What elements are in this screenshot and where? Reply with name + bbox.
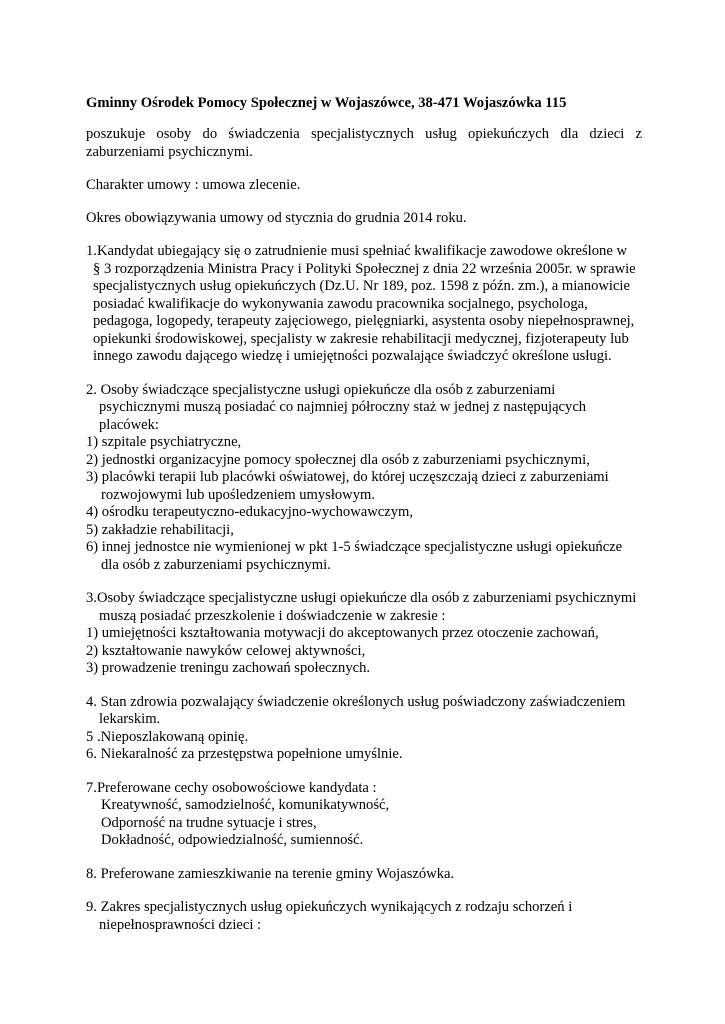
section-7-traits xyxy=(86,780,642,850)
section-line: lekarskim. xyxy=(99,711,161,727)
section-4-6-requirements xyxy=(86,694,642,764)
list-item-continuation: dla osób z zaburzeniami psychicznymi. xyxy=(101,556,331,573)
section-line: muszą posiadać przeszkolenie i doświadczenie w zakresie : xyxy=(99,607,446,624)
section-line: pedagoga, logopedy, terapeuty zajęciowego, pielęgniarki, asystenta osoby niepełnosprawnej, xyxy=(93,313,635,329)
section-1-qualifications xyxy=(86,243,642,366)
section-line: psychicznymi muszą posiadać co najmniej półroczny staż w jednej z następujących xyxy=(99,399,587,415)
section-line: 1.Kandydat ubiegający się o zatrudnienie musi spełniać kwalifikacje zawodowe określone w xyxy=(86,243,627,259)
section-line: placówek: xyxy=(99,416,159,433)
list-item: 3) prowadzenie treningu zachowań społecznych. xyxy=(86,660,371,676)
list-item: 5) zakładzie rehabilitacji, xyxy=(86,521,234,538)
trait-line: Dokładność, odpowiedzialność, sumienność. xyxy=(101,832,364,848)
section-3-training xyxy=(86,590,642,678)
section-line: 4. Stan zdrowia pozwalający świadczenie określonych usług poświadczony zaświadczeniem xyxy=(86,693,626,710)
contract-type: Charakter umowy : umowa zlecenie. xyxy=(86,177,301,193)
section-line: specjalistycznych usług opiekuńczych (Dz.U. Nr 189, poz. 1598 z późn. zm.), a mianowicie xyxy=(93,278,630,294)
list-item: 4) ośrodku terapeutyczno-edukacyjno-wychowawczym, xyxy=(86,504,414,520)
section-line: § 3 rozporządzenia Ministra Pracy i Polityki Społecznej z dnia 22 września 2005r. w sprawie xyxy=(93,260,636,277)
section-line: 9. Zakres specjalistycznych usług opiekuńczych wynikających z rodzaju schorzeń i xyxy=(86,899,573,915)
section-line: 5 .Nieposzlakowaną opinię. xyxy=(86,728,249,745)
section-line: innego zawodu dającego wiedzę i umiejętności pozwalające świadczyć określone usługi. xyxy=(93,348,612,364)
document-title: Gminny Ośrodek Pomocy Społecznej w Wojaszówce, 38-471 Wojaszówka 115 xyxy=(86,95,567,111)
list-item: 2) jednostki organizacyjne pomocy społecznej dla osób z zaburzeniami psychicznymi, xyxy=(86,451,590,468)
list-item: 6) innej jednostce nie wymienionej w pkt 1-5 świadczące specjalistyczne usługi opiekuńcze xyxy=(86,539,623,555)
section-line: 8. Preferowane zamieszkiwanie na terenie gminy Wojaszówka. xyxy=(86,865,455,882)
section-line: 3.Osoby świadczące specjalistyczne usługi opiekuńcze dla osób z zaburzeniami psychicznymi xyxy=(86,590,637,606)
list-item: 1) szpitale psychiatryczne, xyxy=(86,434,242,450)
intro-paragraph: poszukuje osoby do świadczenia specjalistycznych usług opiekuńczych dla dzieci z zaburzeniami psychicznymi. xyxy=(86,126,642,160)
document-page xyxy=(86,94,642,950)
section-line: niepełnosprawności dzieci : xyxy=(99,916,262,933)
trait-line: Odporność na trudne sytuacje i stres, xyxy=(101,814,317,831)
section-9-scope xyxy=(86,899,642,934)
section-line: 6. Niekaralność za przestępstwa popełnione umyślnie. xyxy=(86,746,403,762)
section-line: posiadać kwalifikacje do wykonywania zawodu pracownika socjalnego, psychologa, xyxy=(93,295,588,312)
list-item: 1) umiejętności kształtowania motywacji do akceptowanych przez otoczenie zachowań, xyxy=(86,625,599,641)
contract-period: Okres obowiązywania umowy od stycznia do grudnia 2014 roku. xyxy=(86,210,467,226)
section-8-residence xyxy=(86,866,642,884)
section-line: opiekunki środowiskowej, specjalisty w zakresie rehabilitacji medycznej, fizjoterapeuty lub xyxy=(93,330,629,347)
list-item: 2) kształtowanie nawyków celowej aktywności, xyxy=(86,642,366,659)
trait-line: Kreatywność, samodzielność, komunikatywność, xyxy=(101,797,390,813)
section-2-experience xyxy=(86,382,642,575)
list-item-continuation: rozwojowymi lub upośledzeniem umysłowym. xyxy=(101,486,376,503)
list-item: 3) placówki terapii lub placówki oświatowej, do której uczęszczają dzieci z zaburzeniami xyxy=(86,469,609,485)
section-line: 2. Osoby świadczące specjalistyczne usługi opiekuńcze dla osób z zaburzeniami xyxy=(86,381,556,398)
section-line: 7.Preferowane cechy osobowościowe kandydata : xyxy=(86,779,377,796)
